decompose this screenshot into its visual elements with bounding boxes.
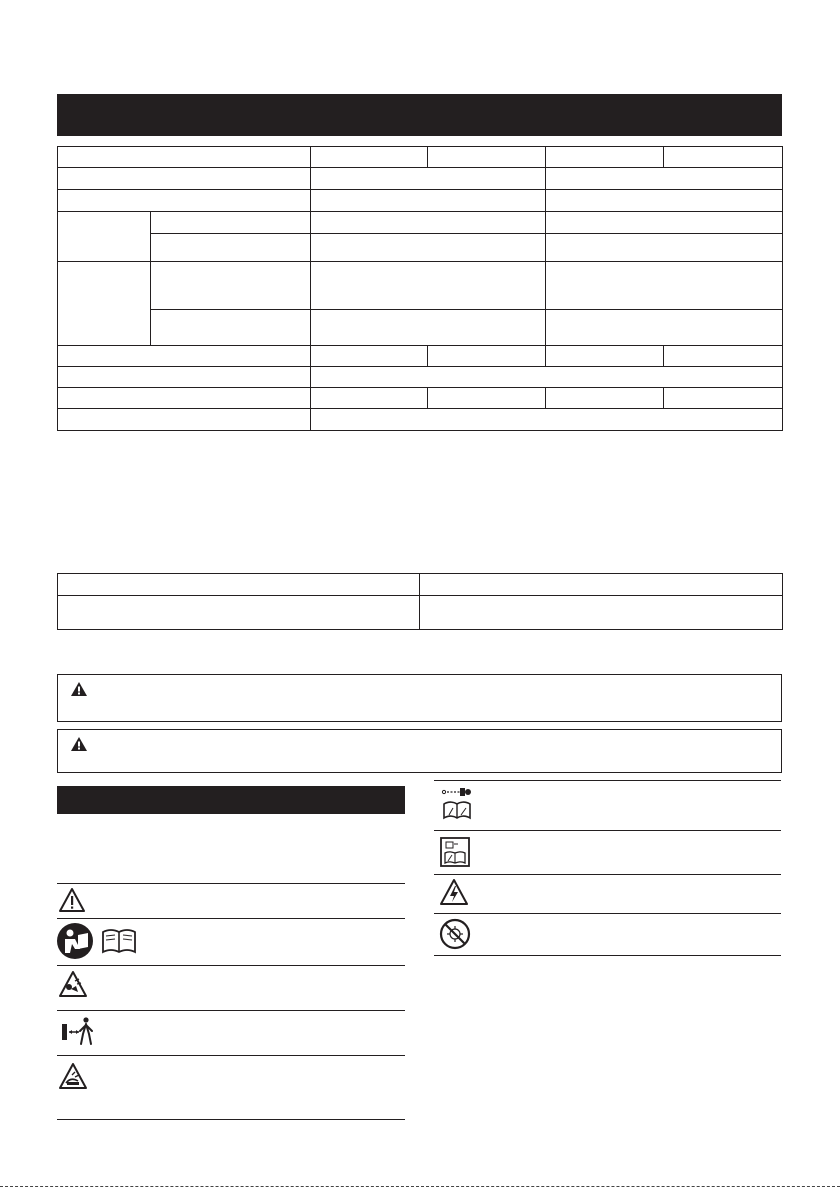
table-cell <box>311 388 428 409</box>
thrown-objects-icon <box>58 1062 88 1090</box>
row-label <box>151 262 311 310</box>
table-cell <box>311 262 546 310</box>
row-group-label <box>58 212 151 262</box>
row-label <box>58 190 311 212</box>
row-label <box>58 168 311 190</box>
table-cell <box>58 596 420 630</box>
read-manual-icon <box>56 922 148 960</box>
table-cell <box>546 190 783 212</box>
table-row <box>58 168 783 190</box>
table-row <box>58 596 783 630</box>
table-row <box>58 346 783 367</box>
table-cell <box>420 574 783 596</box>
table-cell <box>664 147 783 168</box>
table-cell <box>546 388 664 409</box>
table-row <box>58 574 783 596</box>
table-cell <box>58 574 420 596</box>
divider <box>434 830 781 831</box>
divider <box>434 874 781 875</box>
table-cell <box>311 367 783 388</box>
table-cell <box>546 212 783 234</box>
table-cell <box>546 234 783 262</box>
flying-debris-icon <box>58 970 88 998</box>
row-label <box>58 388 311 409</box>
table-row <box>58 190 783 212</box>
warning-triangle-icon <box>70 736 88 752</box>
table-cell <box>546 147 664 168</box>
electric-hazard-icon <box>439 878 469 906</box>
table-cell <box>420 596 783 630</box>
table-cell <box>311 168 546 190</box>
divider <box>57 965 405 966</box>
divider <box>434 780 781 781</box>
no-blade-icon <box>439 918 471 950</box>
table-cell <box>546 310 783 346</box>
secondary-table <box>57 573 783 630</box>
table-cell <box>546 346 664 367</box>
table-cell <box>428 147 546 168</box>
table-cell <box>311 147 428 168</box>
table-cell <box>311 234 546 262</box>
row-label <box>58 367 311 388</box>
divider <box>434 955 781 956</box>
table-row <box>58 147 783 168</box>
divider <box>57 1010 405 1011</box>
table-cell <box>311 310 546 346</box>
remove-key-manual-icon <box>440 786 474 822</box>
row-group-label <box>58 262 151 346</box>
table-cell <box>546 262 783 310</box>
table-row <box>58 310 783 346</box>
table-cell <box>664 346 783 367</box>
divider <box>434 913 781 914</box>
divider <box>57 883 405 884</box>
row-label <box>151 212 311 234</box>
table-cell <box>664 388 783 409</box>
row-label <box>151 310 311 346</box>
divider <box>57 1055 405 1056</box>
row-label <box>58 409 311 431</box>
table-row <box>58 388 783 409</box>
table-row <box>58 234 783 262</box>
row-label <box>151 234 311 262</box>
table-cell <box>311 346 428 367</box>
warning-box <box>57 729 782 773</box>
warning-triangle-icon <box>70 681 88 697</box>
table-cell <box>311 212 546 234</box>
keep-distance-icon <box>60 1016 96 1046</box>
warning-box <box>57 674 782 722</box>
row-label <box>58 147 311 168</box>
table-cell <box>546 168 783 190</box>
table-cell <box>311 409 783 431</box>
divider <box>57 918 405 919</box>
manual-page-icon <box>440 837 470 867</box>
table-row <box>58 262 783 310</box>
section-title-bar <box>57 94 782 136</box>
specification-table <box>57 146 783 431</box>
row-label <box>58 346 311 367</box>
symbols-section-header <box>57 786 405 814</box>
caution-triangle-icon <box>58 887 86 913</box>
page-edge <box>0 1186 840 1187</box>
table-row <box>58 367 783 388</box>
table-row <box>58 212 783 234</box>
table-cell <box>428 388 546 409</box>
table-row <box>58 409 783 431</box>
divider <box>57 1119 405 1120</box>
table-cell <box>428 346 546 367</box>
table-cell <box>311 190 546 212</box>
